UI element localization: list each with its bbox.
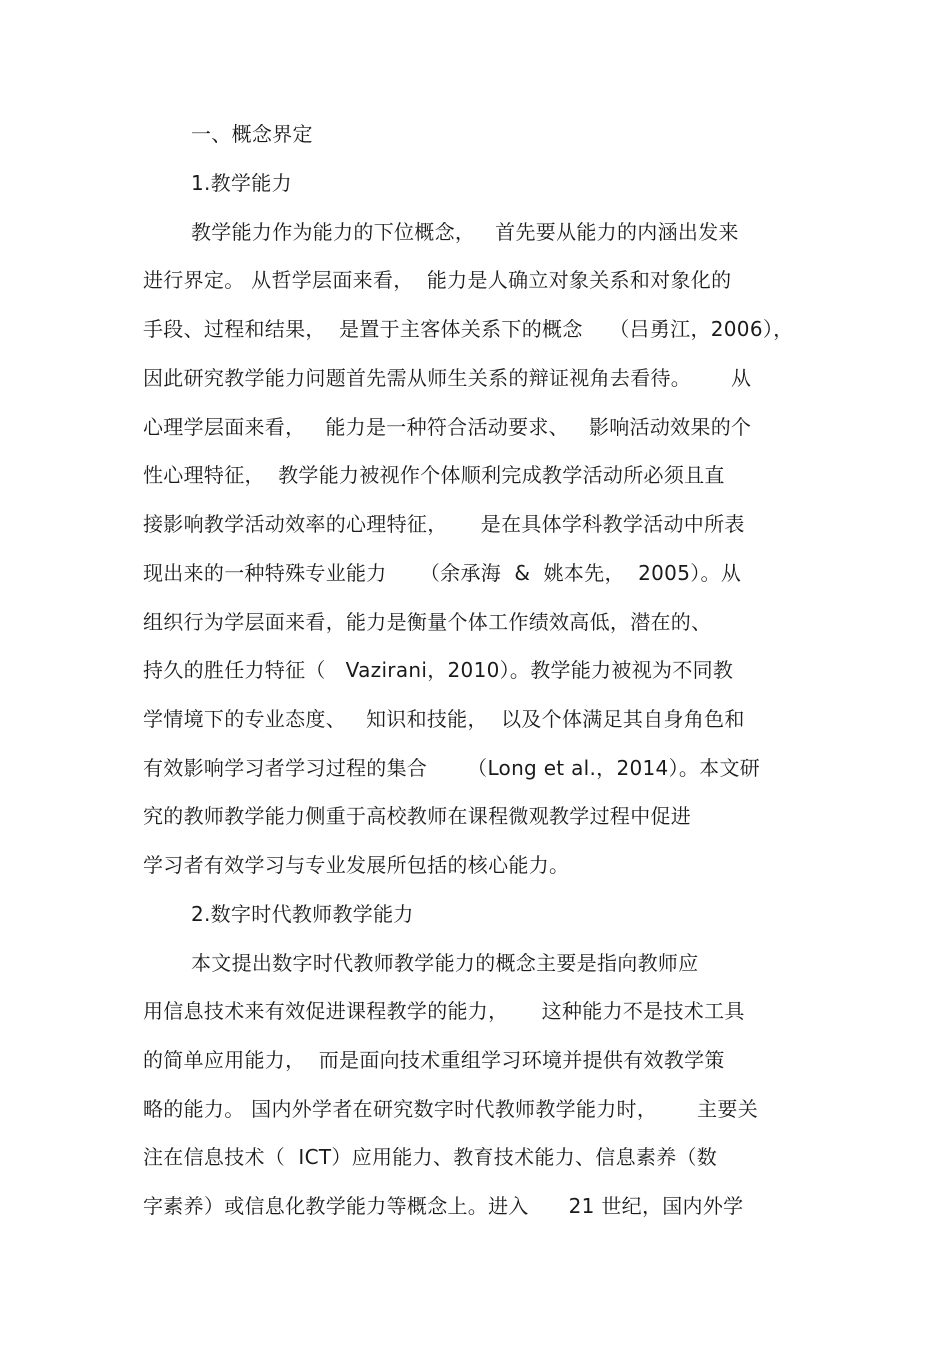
paragraph-line: 因此研究教学能力问题首先需从师生关系的辩证视角去看待。 从 [143, 366, 752, 390]
paragraph-line: 本文提出数字时代教师教学能力的概念主要是指向教师应 [191, 951, 699, 975]
paragraph-line: 学情境下的专业态度、 知识和技能， 以及个体满足其自身角色和 [143, 707, 745, 731]
paragraph-line: 现出来的一种特殊专业能力 （余承海 & 姚本先， 2005）。从 [143, 561, 742, 585]
paragraph-line: 究的教师教学能力侧重于高校教师在课程微观教学过程中促进 [143, 804, 692, 828]
subsection-title-digital-era: 2.数字时代教师教学能力 [191, 902, 414, 926]
paragraph-line: 注在信息技术（ ICT）应用能力、教育技术能力、信息素养（数 [143, 1145, 718, 1169]
section-heading: 一、概念界定 [191, 122, 313, 146]
paragraph-line: 手段、过程和结果， 是置于主客体关系下的概念 （吕勇江，2006）， [143, 317, 794, 341]
paragraph-line: 教学能力作为能力的下位概念， 首先要从能力的内涵出发来 [191, 220, 739, 244]
paragraph-line: 用信息技术来有效促进课程教学的能力， 这种能力不是技术工具 [143, 999, 745, 1023]
paragraph-line: 有效影响学习者学习过程的集合 （Long et al.，2014）。本文研 [143, 756, 761, 780]
paragraph-line: 的简单应用能力， 而是面向技术重组学习环境并提供有效教学策 [143, 1048, 725, 1072]
paragraph-line: 性心理特征， 教学能力被视作个体顺利完成教学活动所必须且直 [143, 463, 725, 487]
paragraph-line: 持久的胜任力特征（ Vazirani，2010）。教学能力被视为不同教 [143, 658, 734, 682]
paragraph-line: 进行界定。 从哲学层面来看， 能力是人确立对象关系和对象化的 [143, 268, 732, 292]
subsection-title-teaching-ability: 1.教学能力 [191, 171, 292, 195]
paragraph-line: 字素养）或信息化教学能力等概念上。进入 21 世纪，国内外学 [143, 1194, 744, 1218]
paragraph-line: 接影响教学活动效率的心理特征， 是在具体学科教学活动中所表 [143, 512, 745, 536]
paragraph-line: 心理学层面来看， 能力是一种符合活动要求、 影响活动效果的个 [143, 415, 752, 439]
paragraph-line: 组织行为学层面来看，能力是衡量个体工作绩效高低，潜在的、 [143, 610, 712, 634]
paragraph-line: 学习者有效学习与专业发展所包括的核心能力。 [143, 853, 570, 877]
paragraph-line: 略的能力。 国内外学者在研究数字时代教师教学能力时， 主要关 [143, 1097, 759, 1121]
